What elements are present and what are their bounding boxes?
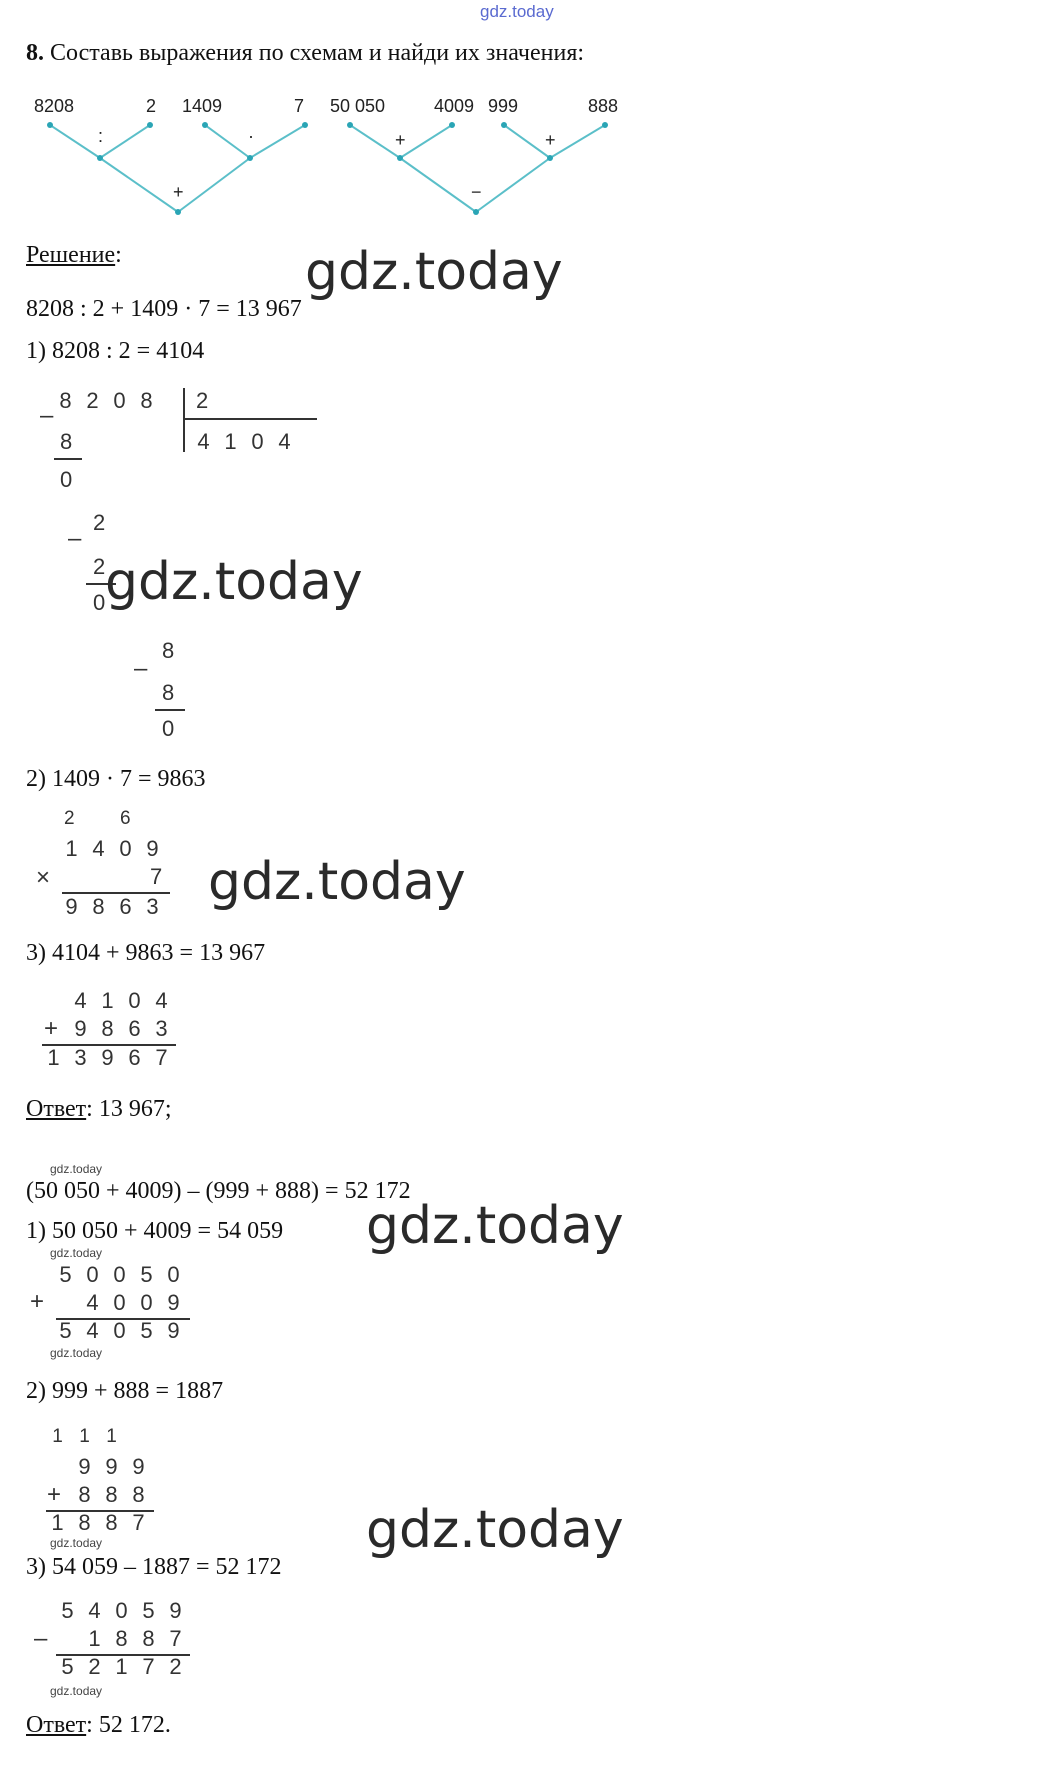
scheme1-op-left: : (98, 126, 104, 146)
expression-1: 8208 : 2 + 1409 · 7 = 13 967 (26, 296, 302, 322)
scheme2-n2: 4009 (434, 96, 475, 116)
watermark-small-1: gdz.today (50, 1162, 103, 1176)
watermark-4: gdz.today (366, 1196, 624, 1256)
watermark-1: gdz.today (305, 242, 563, 302)
watermark-top: gdz.today (480, 2, 554, 21)
dividend: 8 2 0 8 (59, 388, 153, 413)
watermark-small-5: gdz.today (50, 1684, 103, 1698)
task-number: 8. (26, 40, 44, 66)
scheme2-op-root: − (471, 182, 482, 202)
answer-2: Ответ: 52 172. (26, 1712, 171, 1738)
watermark-5: gdz.today (366, 1500, 624, 1560)
watermark-3: gdz.today (208, 852, 466, 912)
step-1-2: 2) 1409 · 7 = 9863 (26, 766, 206, 792)
expression-2: (50 050 + 4009) – (999 + 888) = 52 172 (26, 1178, 411, 1204)
solution-label: Решение: (26, 242, 122, 268)
task-heading (26, 40, 584, 67)
watermark-small-2: gdz.today (50, 1246, 103, 1260)
step-1-3: 3) 4104 + 9863 = 13 967 (26, 940, 266, 966)
scheme1-op-root: + (173, 182, 184, 202)
watermark-small-3: gdz.today (50, 1346, 103, 1360)
scheme2-op-right: + (545, 130, 556, 150)
scheme1-op-right: · (248, 126, 254, 146)
expression-schemes (20, 90, 630, 220)
answer-1: Ответ: 13 967; (26, 1096, 172, 1122)
task-text: Составь выражения по схемам и найди их значения: (50, 40, 585, 66)
scheme2-op-left: + (395, 130, 406, 150)
scheme2-n3: 999 (488, 96, 519, 116)
step-1-1: 1) 8208 : 2 = 4104 (26, 338, 205, 364)
scheme2-n1: 50 050 (330, 96, 386, 116)
scheme1-n1: 8208 (34, 96, 75, 116)
quotient: 4 1 0 4 (197, 429, 291, 454)
scheme1-n4: 7 (294, 96, 305, 116)
watermark-2: gdz.today (105, 552, 363, 612)
watermark-small-4: gdz.today (50, 1536, 103, 1550)
scheme1-n3: 1409 (182, 96, 223, 116)
scheme2-n4: 888 (588, 96, 619, 116)
step-2-3: 3) 54 059 – 1887 = 52 172 (26, 1554, 282, 1580)
step-2-2: 2) 999 + 888 = 1887 (26, 1378, 224, 1404)
step-2-1: 1) 50 050 + 4009 = 54 059 (26, 1218, 284, 1244)
scheme1-n2: 2 (146, 96, 157, 116)
divisor: 2 (196, 388, 209, 413)
